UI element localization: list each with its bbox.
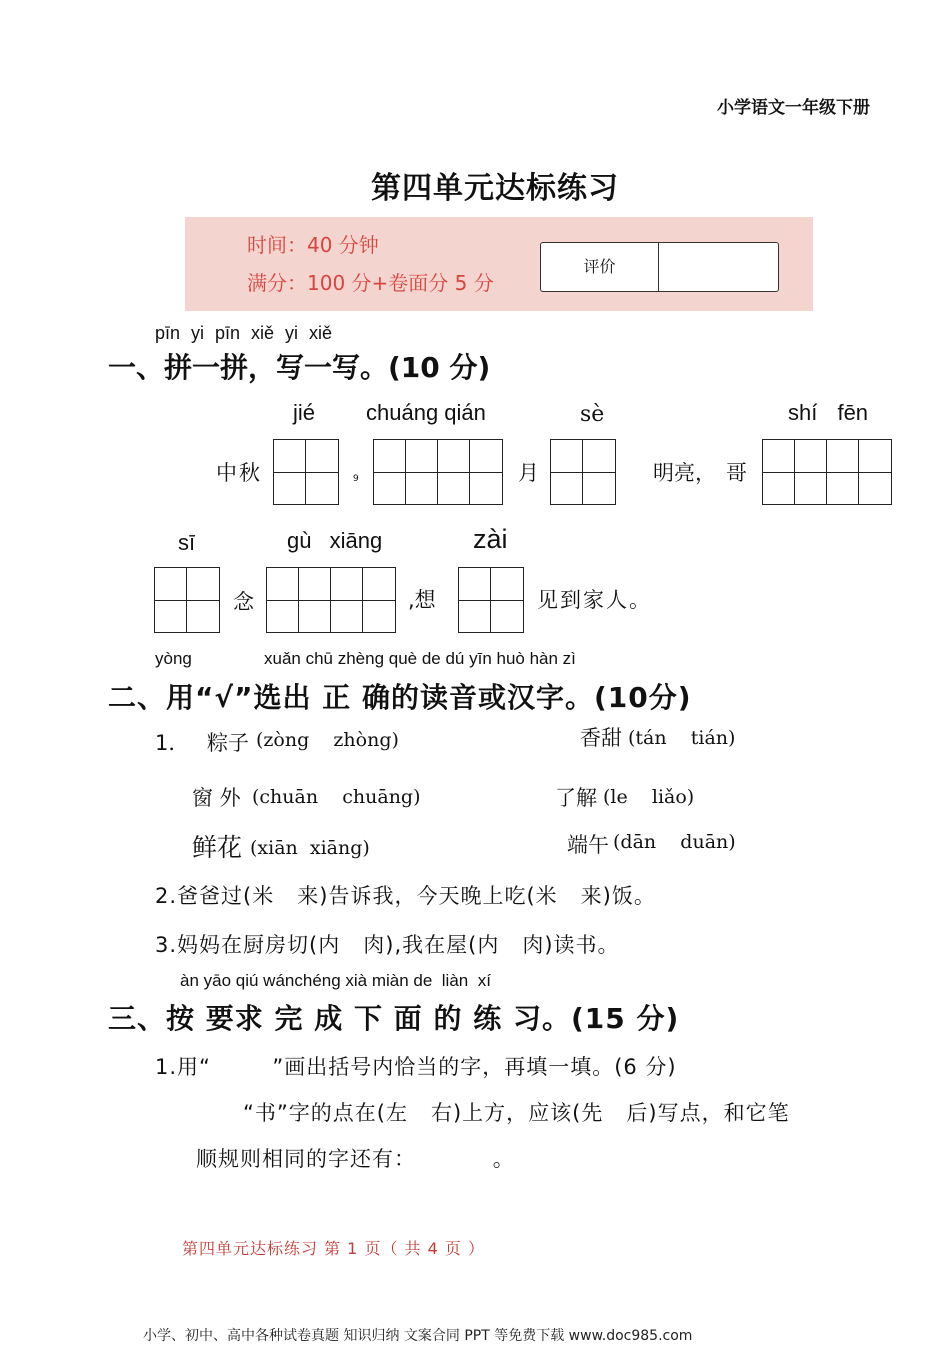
pinyin-jie: jié — [293, 400, 316, 425]
item-word: 香甜 — [580, 726, 622, 750]
item-word: 端午 — [567, 833, 609, 857]
item-word: 粽子 — [207, 731, 249, 755]
evaluation-field[interactable] — [661, 243, 778, 291]
full-score: 满分：100 分+卷面分 5 分 — [247, 271, 494, 295]
section3-pinyin: àn yāo qiú wánchéng xià miàn de liàn xí — [180, 971, 491, 990]
text-yue: 月 — [518, 461, 539, 485]
section2-heading: 二、用“√”选出 正 确的读音或汉字。(10分) — [108, 681, 692, 714]
writing-grid-se[interactable] — [550, 439, 616, 505]
q2-text: 2.爸爸过(米 来)告诉我，今天晚上吃(米 来)饭。 — [155, 884, 656, 908]
text-nine: 9 — [353, 474, 359, 484]
text-jiandaojiaren: 见到家人。 — [537, 588, 652, 612]
writing-grid-guxiang[interactable] — [266, 567, 396, 633]
text-nian: 念 — [233, 590, 254, 614]
writing-grid-chuangqian[interactable] — [373, 439, 503, 505]
item-word: 了解 — [555, 786, 597, 810]
section1-pinyin: pīn yi pīn xiě yi xiě — [155, 323, 333, 343]
text-mingliang: 明亮， — [653, 461, 716, 485]
writing-grid-zai[interactable] — [458, 567, 524, 633]
text-ge: 哥 — [726, 461, 747, 485]
info-box — [185, 217, 813, 311]
evaluation-label: 评价 — [541, 243, 659, 291]
section3-q1: 1.用“ ”画出括号内恰当的字，再填一填。(6 分) — [155, 1055, 677, 1079]
item-word: 窗 外 — [192, 786, 241, 810]
evaluation-box — [540, 242, 779, 292]
item-options[interactable]: (le liǎo) — [603, 786, 695, 808]
q3-text: 3.妈妈在厨房切(内 肉),我在屋(内 肉)读书。 — [155, 933, 620, 957]
grade-label: 小学语文一年级下册 — [717, 98, 870, 118]
text-xiang: ,想 — [408, 588, 436, 612]
item-options[interactable]: (tán tián) — [628, 727, 736, 749]
pinyin-zai: zài — [473, 524, 508, 554]
writing-grid-shifen[interactable] — [762, 439, 892, 505]
section3-q1-line2: 顺规则相同的字还有： 。 — [196, 1147, 515, 1171]
download-banner[interactable]: 小学、初中、高中各种试卷真题 知识归纳 文案合同 PPT 等免费下载 www.doc985.com — [143, 1328, 693, 1344]
time-limit: 时间：40 分钟 — [247, 233, 379, 257]
pinyin-se: sè — [580, 402, 605, 427]
item-options[interactable]: (xiān xiāng) — [250, 837, 370, 859]
section3-heading: 三、按 要求 完 成 下 面 的 练 习。(15 分) — [108, 1002, 680, 1035]
pinyin-guxiang: gù xiāng — [287, 528, 383, 553]
item-options[interactable]: (chuān chuāng) — [252, 786, 421, 808]
writing-grid-si[interactable] — [154, 567, 220, 633]
q1-label: 1． — [155, 731, 190, 755]
section1-heading: 一、拼一拼，写一写。(10 分) — [108, 351, 491, 384]
pinyin-chuangqian: chuáng qián — [366, 400, 486, 425]
pinyin-si: sī — [178, 530, 196, 555]
section2-pinyin-yong: yòng — [155, 649, 192, 668]
item-options[interactable]: (dān duān) — [613, 831, 736, 853]
writing-grid-jie[interactable] — [273, 439, 339, 505]
page-footer: 第四单元达标练习 第 1 页（ 共 4 页 ） — [182, 1239, 485, 1258]
text-zhongqiu: 中秋 — [216, 461, 262, 485]
pinyin-shifen: shí fēn — [788, 400, 869, 425]
item-options[interactable]: (zòng zhòng) — [256, 729, 399, 751]
page-title: 第四单元达标练习 — [371, 171, 619, 206]
section3-q1-line1: “书”字的点在(左 右)上方，应该(先 后)写点，和它笔 — [243, 1101, 790, 1125]
section2-pinyin: xuǎn chū zhèng què de dú yīn huò hàn zì — [264, 649, 576, 668]
item-word: 鲜花 — [192, 833, 243, 862]
